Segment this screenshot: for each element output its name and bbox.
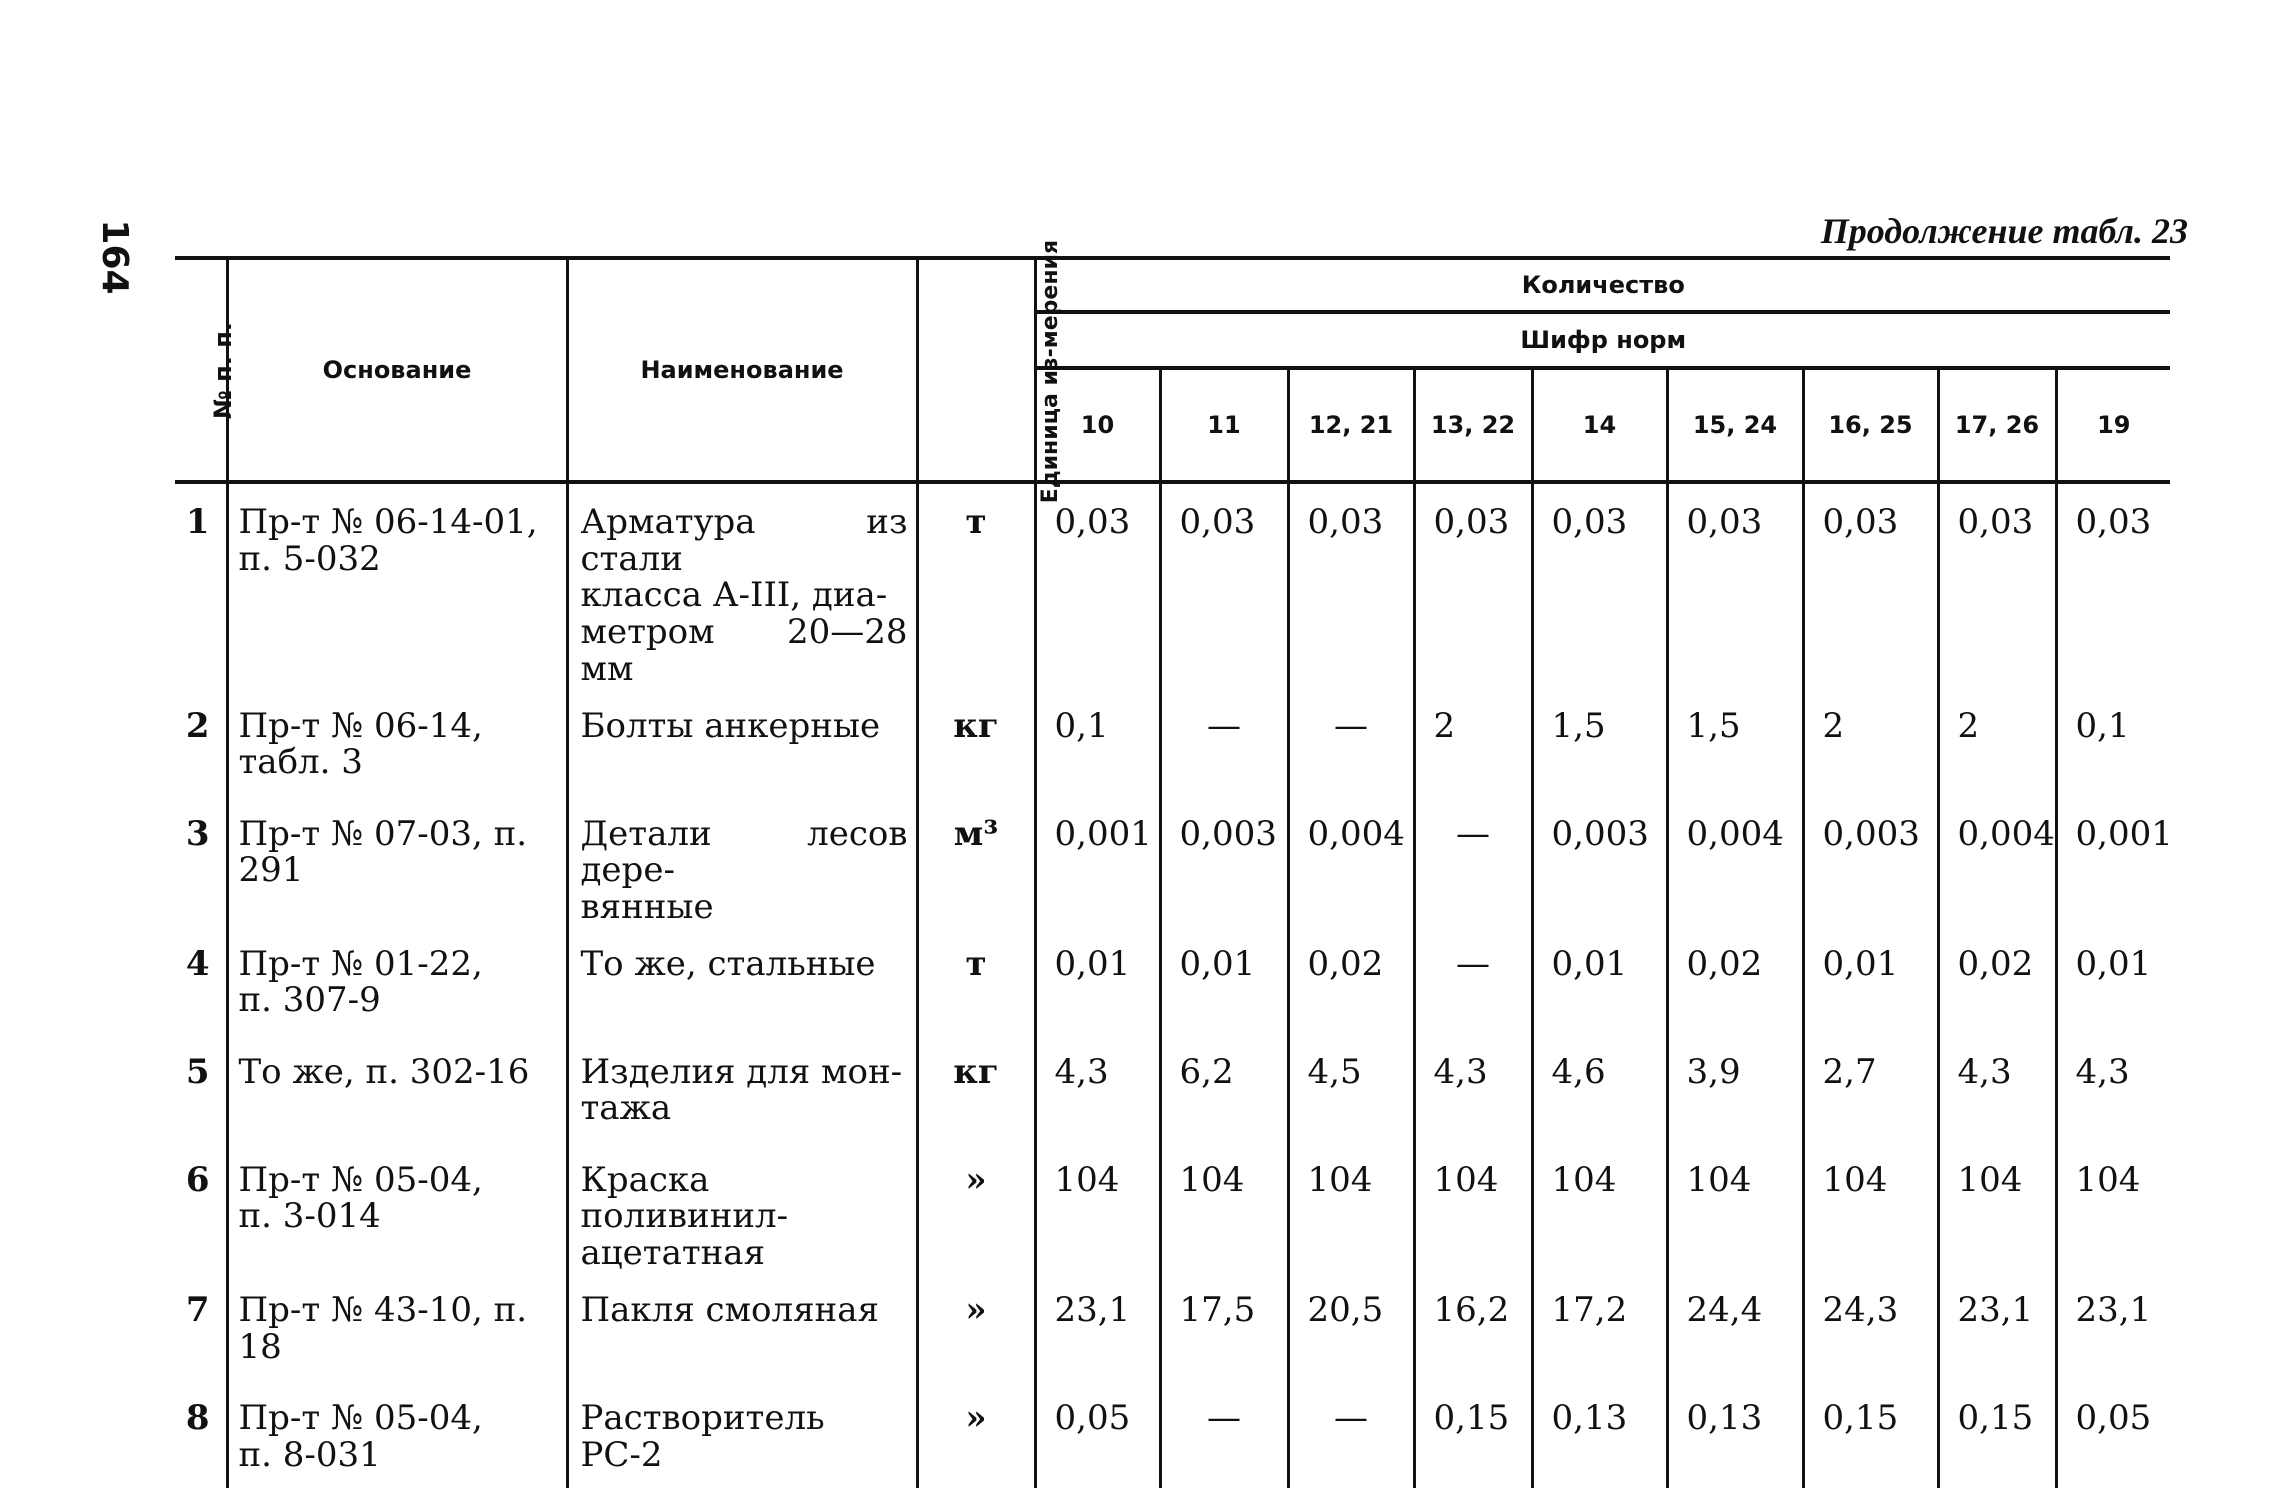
header-code-2: 12, 21	[1288, 368, 1414, 482]
basis-line: То же, п. 302-16	[238, 1051, 530, 1092]
row-value: 104	[1938, 1142, 2056, 1272]
row-basis	[227, 482, 567, 688]
row-unit: кг	[917, 1034, 1035, 1142]
row-value: 3,9	[1667, 1034, 1803, 1142]
row-value: 4,6	[1532, 1034, 1667, 1142]
row-value: 0,05	[1035, 1380, 1160, 1488]
row-value: 0,03	[1938, 482, 2056, 688]
row-value: 0,03	[1532, 482, 1667, 688]
row-value: 104	[1414, 1142, 1532, 1272]
row-unit: »	[917, 1142, 1035, 1272]
row-value: 0,01	[2056, 926, 2170, 1034]
row-value: 1,5	[1667, 688, 1803, 796]
row-value: 104	[1288, 1142, 1414, 1272]
basis-line: п. 5-032	[238, 538, 381, 579]
row-value: 23,1	[2056, 1272, 2170, 1380]
row-value: 2	[1803, 688, 1938, 796]
header-code-7: 17, 26	[1938, 368, 2056, 482]
row-name	[567, 688, 917, 796]
row-value: 104	[1532, 1142, 1667, 1272]
row-value: 0,004	[1288, 796, 1414, 926]
row-unit: »	[917, 1272, 1035, 1380]
row-value: —	[1288, 1380, 1414, 1488]
row-value: 0,003	[1532, 796, 1667, 926]
row-value: 0,1	[2056, 688, 2170, 796]
row-value: 0,03	[1288, 482, 1414, 688]
row-value: 4,3	[1414, 1034, 1532, 1142]
header-code-6: 16, 25	[1803, 368, 1938, 482]
basis-line: Пр-т № 01-22,	[238, 943, 483, 984]
header-unit-label: Единица из-мерения	[1037, 239, 1063, 504]
row-name	[567, 1272, 917, 1380]
row-number: 6	[185, 1159, 210, 1200]
name-line: ацетатная	[580, 1233, 766, 1274]
table-header	[175, 239, 2170, 504]
row-number: 2	[185, 705, 210, 746]
header-code-0: 10	[1035, 368, 1160, 482]
row-basis	[227, 796, 567, 926]
row-value: 0,001	[2056, 796, 2170, 926]
header-num	[175, 258, 237, 482]
name-line: Пакля смоляная	[580, 1289, 879, 1330]
row-value: 0,13	[1667, 1380, 1803, 1488]
row-value: —	[1160, 688, 1288, 796]
name-line: класса А-III, диа-	[580, 575, 888, 616]
row-value: 0,03	[1160, 482, 1288, 688]
row-number: 4	[185, 943, 210, 984]
name-line: Растворитель РС-2	[580, 1397, 825, 1475]
row-basis	[227, 688, 567, 796]
row-value: —	[1160, 1380, 1288, 1488]
table-row	[175, 688, 2170, 796]
header-code-3: 13, 22	[1414, 368, 1532, 482]
row-value: 4,5	[1288, 1034, 1414, 1142]
row-value: 20,5	[1288, 1272, 1414, 1380]
row-value: 0,03	[1667, 482, 1803, 688]
row-value: 104	[1803, 1142, 1938, 1272]
table-row	[175, 1142, 2170, 1272]
norms-table	[175, 239, 2173, 1488]
table-row	[175, 796, 2170, 926]
name-line: вянные	[580, 887, 714, 928]
basis-line: Пр-т № 06-14,	[238, 705, 483, 746]
name-line: То же, стальные	[580, 943, 876, 984]
row-value: 0,003	[1803, 796, 1938, 926]
row-value: 4,3	[2056, 1034, 2170, 1142]
name-line: Болты анкерные	[580, 705, 881, 746]
table-row	[175, 1272, 2170, 1380]
row-number: 7	[185, 1289, 210, 1330]
row-unit: кг	[917, 688, 1035, 796]
header-code-1: 11	[1160, 368, 1288, 482]
row-name	[567, 482, 917, 688]
row-value: —	[1414, 796, 1532, 926]
row-value: —	[1288, 688, 1414, 796]
header-unit	[917, 239, 1063, 504]
row-value: 0,01	[1803, 926, 1938, 1034]
row-basis	[227, 1272, 567, 1380]
table-row	[175, 482, 2170, 688]
row-value: 0,02	[1938, 926, 2056, 1034]
row-value: 0,01	[1035, 926, 1160, 1034]
row-value: 0,15	[1803, 1380, 1938, 1488]
table-row	[175, 1034, 2170, 1142]
row-value: 0,004	[1667, 796, 1803, 926]
name-line: Детали лесов дере-	[580, 813, 908, 891]
row-value: 0,15	[1414, 1380, 1532, 1488]
basis-line: п. 3-014	[238, 1196, 381, 1237]
basis-line: табл. 3	[238, 742, 363, 783]
header-code-4: 14	[1532, 368, 1667, 482]
row-name	[567, 796, 917, 926]
row-value: 2	[1938, 688, 2056, 796]
header-quantity: Количество	[1035, 258, 2170, 312]
row-value: 0,03	[1414, 482, 1532, 688]
header-code-8: 19	[2056, 368, 2170, 482]
row-unit: м³	[917, 796, 1035, 926]
row-value: 104	[1667, 1142, 1803, 1272]
row-value: 4,3	[1938, 1034, 2056, 1142]
page-number: 164	[94, 219, 136, 295]
name-line: Изделия для мон-	[580, 1051, 903, 1092]
row-value: 0,05	[2056, 1380, 2170, 1488]
row-value: 104	[1160, 1142, 1288, 1272]
row-name	[567, 1142, 917, 1272]
row-value: 0,03	[1035, 482, 1160, 688]
row-value: 2	[1414, 688, 1532, 796]
row-unit: »	[917, 1380, 1035, 1488]
row-value: 17,2	[1532, 1272, 1667, 1380]
header-cipher: Шифр норм	[1035, 312, 2170, 368]
basis-line: Пр-т № 07-03, п. 291	[238, 813, 528, 891]
row-value: 24,3	[1803, 1272, 1938, 1380]
row-number: 8	[185, 1397, 210, 1438]
row-value: 0,001	[1035, 796, 1160, 926]
row-value: —	[1414, 926, 1532, 1034]
row-value: 0,004	[1938, 796, 2056, 926]
basis-line: Пр-т № 05-04,	[238, 1397, 483, 1438]
row-basis	[227, 926, 567, 1034]
basis-line: Пр-т № 05-04,	[238, 1159, 483, 1200]
row-value: 0,003	[1160, 796, 1288, 926]
row-value: 0,1	[1035, 688, 1160, 796]
row-value: 1,5	[1532, 688, 1667, 796]
row-basis	[227, 1034, 567, 1142]
name-line: тажа	[580, 1088, 672, 1129]
row-number: 3	[185, 813, 210, 854]
row-name	[567, 926, 917, 1034]
table-body	[175, 482, 2173, 1488]
norms-table-wrap	[175, 239, 2173, 1488]
row-value: 0,02	[1667, 926, 1803, 1034]
row-unit: т	[917, 482, 1035, 688]
row-value: 4,3	[1035, 1034, 1160, 1142]
row-name	[567, 1034, 917, 1142]
row-value: 6,2	[1160, 1034, 1288, 1142]
header-name: Наименование	[567, 258, 917, 482]
row-value: 0,03	[1803, 482, 1938, 688]
row-value: 0,13	[1532, 1380, 1667, 1488]
row-value: 2,7	[1803, 1034, 1938, 1142]
row-value: 0,03	[2056, 482, 2170, 688]
header-code-5: 15, 24	[1667, 368, 1803, 482]
basis-line: Пр-т № 06-14-01,	[238, 502, 538, 542]
row-basis	[227, 1142, 567, 1272]
row-unit: т	[917, 926, 1035, 1034]
basis-line: Пр-т № 43-10, п. 18	[238, 1289, 528, 1367]
row-value: 23,1	[1938, 1272, 2056, 1380]
row-value: 24,4	[1667, 1272, 1803, 1380]
row-value: 17,5	[1160, 1272, 1288, 1380]
row-value: 0,02	[1288, 926, 1414, 1034]
basis-line: п. 8-031	[238, 1434, 381, 1475]
name-line: Арматура из стали	[580, 502, 908, 579]
row-number: 5	[185, 1051, 210, 1092]
header-basis: Основание	[227, 258, 567, 482]
header-num-label: № п. п.	[208, 322, 237, 420]
row-basis	[227, 1380, 567, 1488]
table-row	[175, 926, 2170, 1034]
name-line: Краска поливинил-	[580, 1159, 789, 1237]
basis-line: п. 307-9	[238, 980, 381, 1021]
row-value: 0,15	[1938, 1380, 2056, 1488]
row-value: 16,2	[1414, 1272, 1532, 1380]
row-number: 1	[185, 502, 210, 542]
row-value: 104	[2056, 1142, 2170, 1272]
row-value: 0,01	[1160, 926, 1288, 1034]
row-name	[567, 1380, 917, 1488]
table-row	[175, 1380, 2170, 1488]
row-value: 104	[1035, 1142, 1160, 1272]
row-value: 0,01	[1532, 926, 1667, 1034]
row-value: 23,1	[1035, 1272, 1160, 1380]
table-caption: Продолжение табл. 23	[1820, 211, 2188, 251]
name-line: метром 20—28 мм	[580, 612, 908, 689]
